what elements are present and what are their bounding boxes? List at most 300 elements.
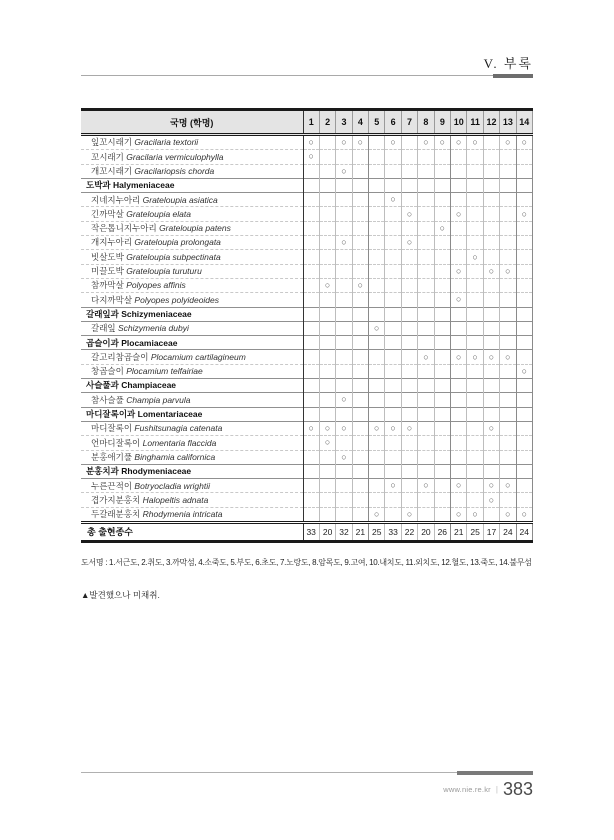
occurrence-cell [385, 221, 401, 235]
occurrence-cell [451, 150, 467, 164]
occurrence-cell [336, 278, 352, 292]
taxon-name-cell [81, 164, 303, 178]
occurrence-cell [418, 307, 434, 321]
occurrence-cell [418, 236, 434, 250]
occurrence-cell: ○ [451, 293, 467, 307]
occurrence-cell [352, 293, 368, 307]
taxon-name-cell [81, 293, 303, 307]
korean-name: 갈래잎과 [86, 308, 119, 319]
taxon-name-cell [81, 364, 303, 378]
occurrence-cell: ○ [434, 135, 450, 150]
occurrence-cell [369, 293, 385, 307]
occurrence-cell [434, 493, 450, 507]
occurrence-cell [483, 436, 499, 450]
occurrence-cell: ○ [483, 421, 499, 435]
occurrence-cell: ○ [336, 393, 352, 407]
occurrence-cell [319, 336, 335, 350]
occurrence-cell [467, 407, 483, 421]
occurrence-cell [483, 464, 499, 478]
occurrence-cell [369, 221, 385, 235]
occurrence-cell [467, 293, 483, 307]
occurrence-cell [418, 193, 434, 207]
taxon-name-cell [81, 407, 303, 421]
total-count-cell: 33 [385, 523, 401, 542]
occurrence-cell [336, 436, 352, 450]
occurrence-cell [516, 350, 532, 364]
occurrence-cell [369, 436, 385, 450]
occurrence-cell [500, 193, 516, 207]
occurrence-cell [500, 364, 516, 378]
occurrence-cell [336, 493, 352, 507]
occurrence-cell [483, 135, 499, 150]
occurrence-cell [418, 464, 434, 478]
occurrence-cell: ○ [369, 421, 385, 435]
occurrence-table-wrap [81, 108, 533, 543]
occurrence-cell [336, 264, 352, 278]
species-row [81, 364, 533, 378]
taxon-name-cell [81, 178, 303, 192]
occurrence-cell [467, 150, 483, 164]
occurrence-cell [352, 350, 368, 364]
occurrence-cell [319, 379, 335, 393]
scientific-name: Grateloupia prolongata [132, 237, 221, 248]
korean-name: 꼬시래기 [91, 151, 124, 162]
occurrence-cell: ○ [451, 507, 467, 522]
occurrence-cell [516, 336, 532, 350]
occurrence-cell [434, 379, 450, 393]
scientific-name: Polyopes affinis [123, 280, 186, 291]
site-column-header: 14 [516, 110, 532, 135]
occurrence-cell [319, 135, 335, 150]
occurrence-cell [467, 393, 483, 407]
occurrence-cell [336, 178, 352, 192]
occurrence-cell [516, 479, 532, 493]
occurrence-cell [434, 150, 450, 164]
taxon-name-cell [81, 507, 303, 522]
occurrence-cell: ○ [483, 350, 499, 364]
scientific-name: Grateloupia subpectinata [123, 251, 221, 262]
occurrence-cell [319, 450, 335, 464]
occurrence-cell [451, 178, 467, 192]
occurrence-cell [467, 207, 483, 221]
occurrence-cell: ○ [418, 350, 434, 364]
occurrence-cell [516, 321, 532, 335]
occurrence-cell [401, 436, 417, 450]
occurrence-cell [467, 379, 483, 393]
occurrence-cell: ○ [336, 421, 352, 435]
occurrence-cell [336, 407, 352, 421]
occurrence-cell [467, 464, 483, 478]
occurrence-cell: ○ [516, 364, 532, 378]
taxon-name-cell [81, 236, 303, 250]
occurrence-cell [401, 193, 417, 207]
scientific-name: Schizymenia dubyi [115, 323, 189, 334]
occurrence-cell [369, 307, 385, 321]
total-count-cell: 32 [336, 523, 352, 542]
occurrence-cell: ○ [369, 321, 385, 335]
scientific-name: Champiaceae [118, 380, 177, 391]
occurrence-cell: ○ [336, 164, 352, 178]
occurrence-cell [369, 493, 385, 507]
occurrence-cell [483, 364, 499, 378]
occurrence-cell [319, 321, 335, 335]
site-column-header: 12 [483, 110, 499, 135]
footer-divider-accent [457, 771, 533, 775]
occurrence-cell [418, 379, 434, 393]
occurrence-cell [319, 193, 335, 207]
occurrence-cell [500, 150, 516, 164]
occurrence-cell [303, 307, 319, 321]
taxon-name-cell [81, 350, 303, 364]
occurrence-cell [319, 507, 335, 522]
occurrence-cell [451, 278, 467, 292]
korean-name: 도박과 [86, 180, 111, 191]
occurrence-cell [369, 250, 385, 264]
total-row [81, 523, 533, 542]
occurrence-cell [418, 507, 434, 522]
occurrence-cell [369, 350, 385, 364]
occurrence-cell [352, 221, 368, 235]
occurrence-cell [352, 236, 368, 250]
occurrence-cell [418, 178, 434, 192]
occurrence-cell [434, 393, 450, 407]
occurrence-cell [401, 178, 417, 192]
occurrence-cell [336, 250, 352, 264]
taxon-name-cell [81, 464, 303, 478]
occurrence-cell [385, 493, 401, 507]
taxon-name-cell [81, 450, 303, 464]
occurrence-cell [385, 307, 401, 321]
occurrence-cell [516, 450, 532, 464]
occurrence-cell [336, 479, 352, 493]
korean-name: 작은톱니지누아리 [91, 223, 157, 234]
occurrence-cell [369, 150, 385, 164]
scientific-name: Rhodymenia intricata [140, 509, 223, 520]
korean-name: 분홍치과 [86, 466, 119, 477]
scientific-name: Plocamium telfairiae [123, 366, 203, 377]
species-row [81, 236, 533, 250]
occurrence-cell: ○ [401, 207, 417, 221]
korean-name: 겹가지분홍치 [91, 494, 141, 505]
occurrence-cell [319, 350, 335, 364]
occurrence-cell [483, 221, 499, 235]
scientific-name: Gracilaria textorii [132, 137, 199, 148]
occurrence-cell [401, 493, 417, 507]
occurrence-cell [434, 350, 450, 364]
occurrence-cell [451, 407, 467, 421]
occurrence-cell [385, 250, 401, 264]
occurrence-cell: ○ [516, 507, 532, 522]
occurrence-cell [319, 393, 335, 407]
occurrence-cell [303, 278, 319, 292]
occurrence-cell [516, 264, 532, 278]
occurrence-cell [319, 178, 335, 192]
occurrence-cell [500, 221, 516, 235]
occurrence-cell [352, 364, 368, 378]
site-column-header: 3 [336, 110, 352, 135]
occurrence-cell [516, 407, 532, 421]
species-row [81, 350, 533, 364]
occurrence-cell: ○ [336, 450, 352, 464]
site-column-header: 9 [434, 110, 450, 135]
taxon-name-cell [81, 436, 303, 450]
korean-name: 참사슬풀 [91, 394, 124, 405]
taxon-name-cell [81, 379, 303, 393]
occurrence-cell [467, 436, 483, 450]
occurrence-cell [319, 493, 335, 507]
species-row [81, 193, 533, 207]
occurrence-cell [303, 336, 319, 350]
occurrence-cell [336, 336, 352, 350]
occurrence-cell [483, 379, 499, 393]
family-row [81, 307, 533, 321]
occurrence-cell [451, 221, 467, 235]
occurrence-cell: ○ [336, 236, 352, 250]
occurrence-cell [369, 379, 385, 393]
scientific-name: Polyopes polyideoides [132, 294, 220, 305]
occurrence-cell [336, 379, 352, 393]
family-row [81, 407, 533, 421]
korean-name: 곱슬이과 [86, 337, 119, 348]
korean-name: 잎꼬시래기 [91, 137, 133, 148]
occurrence-cell [401, 464, 417, 478]
occurrence-cell: ○ [385, 193, 401, 207]
taxon-name-cell [81, 336, 303, 350]
occurrence-cell [369, 464, 385, 478]
occurrence-cell [303, 507, 319, 522]
occurrence-cell [385, 150, 401, 164]
occurrence-cell [500, 336, 516, 350]
occurrence-cell [467, 479, 483, 493]
occurrence-cell: ○ [500, 135, 516, 150]
occurrence-cell [303, 393, 319, 407]
korean-name: 갈래잎 [91, 323, 116, 334]
occurrence-cell [369, 336, 385, 350]
occurrence-cell [385, 407, 401, 421]
occurrence-cell [369, 393, 385, 407]
occurrence-cell [516, 436, 532, 450]
occurrence-cell [352, 407, 368, 421]
korean-name: 미끌도박 [91, 266, 124, 277]
occurrence-cell [516, 164, 532, 178]
korean-name: 마디잘록이과 [86, 409, 136, 420]
occurrence-cell [467, 178, 483, 192]
total-count-cell: 24 [500, 523, 516, 542]
taxon-name-cell [81, 479, 303, 493]
occurrence-cell [319, 164, 335, 178]
footer-divider [81, 772, 533, 773]
occurrence-cell [418, 493, 434, 507]
scientific-name: Rhodymeniaceae [118, 466, 192, 477]
occurrence-cell: ○ [336, 135, 352, 150]
occurrence-cell [303, 264, 319, 278]
occurrence-cell: ○ [303, 150, 319, 164]
occurrence-cell [467, 493, 483, 507]
occurrence-cell [336, 364, 352, 378]
occurrence-cell [516, 307, 532, 321]
occurrence-cell [385, 336, 401, 350]
occurrence-cell: ○ [385, 479, 401, 493]
name-column-header: 국명 (학명) [81, 110, 303, 135]
occurrence-cell [418, 164, 434, 178]
occurrence-cell [319, 150, 335, 164]
occurrence-cell: ○ [500, 507, 516, 522]
total-count-cell: 22 [401, 523, 417, 542]
occurrence-cell [319, 407, 335, 421]
occurrence-cell [401, 407, 417, 421]
occurrence-cell [516, 221, 532, 235]
korean-name: 분홍애기풀 [91, 451, 133, 462]
occurrence-cell [418, 293, 434, 307]
occurrence-cell [451, 393, 467, 407]
occurrence-cell: ○ [467, 250, 483, 264]
occurrence-cell [451, 436, 467, 450]
occurrence-cell: ○ [451, 264, 467, 278]
occurrence-cell [451, 307, 467, 321]
korean-name: 빗살도박 [91, 251, 124, 262]
scientific-name: Champia parvula [123, 394, 191, 405]
species-row [81, 207, 533, 221]
occurrence-cell [319, 264, 335, 278]
occurrence-cell [385, 379, 401, 393]
occurrence-cell [303, 321, 319, 335]
occurrence-cell [483, 336, 499, 350]
occurrence-cell [500, 307, 516, 321]
occurrence-cell: ○ [451, 207, 467, 221]
occurrence-cell [385, 364, 401, 378]
occurrence-cell: ○ [369, 507, 385, 522]
occurrence-cell [336, 307, 352, 321]
occurrence-cell: ○ [451, 350, 467, 364]
occurrence-cell [352, 150, 368, 164]
occurrence-cell [369, 236, 385, 250]
scientific-name: Plocamiaceae [118, 337, 178, 348]
occurrence-cell [303, 193, 319, 207]
scientific-name: Plocamium cartilagineum [148, 351, 246, 362]
occurrence-cell [483, 450, 499, 464]
occurrence-cell [451, 364, 467, 378]
occurrence-cell [352, 264, 368, 278]
occurrence-cell: ○ [483, 479, 499, 493]
korean-name: 긴까막살 [91, 208, 124, 219]
occurrence-cell [500, 178, 516, 192]
occurrence-cell [516, 150, 532, 164]
occurrence-cell: ○ [319, 278, 335, 292]
korean-name: 창곱슬이 [91, 366, 124, 377]
occurrence-cell [385, 264, 401, 278]
occurrence-cell [451, 336, 467, 350]
taxon-name-cell [81, 264, 303, 278]
species-row [81, 479, 533, 493]
occurrence-cell [483, 507, 499, 522]
occurrence-cell [434, 450, 450, 464]
occurrence-cell: ○ [451, 479, 467, 493]
species-row [81, 393, 533, 407]
occurrence-cell [434, 336, 450, 350]
scientific-name: Gracilaria vermiculophylla [123, 151, 224, 162]
korean-name: 다지까막살 [91, 294, 133, 305]
family-row [81, 379, 533, 393]
occurrence-cell [418, 407, 434, 421]
occurrence-cell [418, 393, 434, 407]
occurrence-cell: ○ [319, 436, 335, 450]
occurrence-cell [418, 421, 434, 435]
occurrence-cell: ○ [418, 135, 434, 150]
occurrence-cell [451, 250, 467, 264]
header-divider-accent [493, 74, 533, 78]
occurrence-cell [451, 321, 467, 335]
occurrence-cell [401, 278, 417, 292]
occurrence-cell [516, 193, 532, 207]
occurrence-cell [483, 178, 499, 192]
occurrence-cell [467, 236, 483, 250]
occurrence-cell [467, 264, 483, 278]
occurrence-cell [418, 321, 434, 335]
occurrence-cell: ○ [500, 350, 516, 364]
occurrence-cell [352, 321, 368, 335]
occurrence-cell [336, 207, 352, 221]
occurrence-cell [451, 464, 467, 478]
site-column-header: 6 [385, 110, 401, 135]
total-count-cell: 25 [467, 523, 483, 542]
occurrence-cell [319, 236, 335, 250]
occurrence-cell: ○ [467, 135, 483, 150]
occurrence-cell [319, 364, 335, 378]
occurrence-cell: ○ [516, 207, 532, 221]
taxon-name-cell [81, 207, 303, 221]
occurrence-cell [352, 207, 368, 221]
taxon-name-cell [81, 135, 303, 150]
occurrence-cell [385, 207, 401, 221]
occurrence-cell [303, 364, 319, 378]
occurrence-cell [434, 164, 450, 178]
occurrence-cell [352, 493, 368, 507]
occurrence-cell [303, 479, 319, 493]
species-row [81, 421, 533, 435]
occurrence-cell [516, 421, 532, 435]
korean-name: 마디잘록이 [91, 423, 133, 434]
occurrence-cell [401, 250, 417, 264]
family-row [81, 336, 533, 350]
occurrence-cell [483, 164, 499, 178]
occurrence-cell [516, 278, 532, 292]
occurrence-cell [303, 221, 319, 235]
occurrence-cell [418, 207, 434, 221]
occurrence-cell [319, 293, 335, 307]
occurrence-cell [434, 264, 450, 278]
scientific-name: Grateloupia turuturu [123, 266, 202, 277]
occurrence-cell: ○ [483, 493, 499, 507]
occurrence-cell [352, 193, 368, 207]
occurrence-cell [434, 207, 450, 221]
species-row [81, 293, 533, 307]
scientific-name: Gracilariopsis chorda [132, 165, 215, 176]
occurrence-cell [467, 421, 483, 435]
taxon-name-cell [81, 493, 303, 507]
occurrence-cell [500, 250, 516, 264]
page-title: V. 부록 [483, 56, 533, 71]
occurrence-cell [483, 307, 499, 321]
site-column-header: 2 [319, 110, 335, 135]
occurrence-cell [401, 293, 417, 307]
korean-name: 언마디잘록이 [91, 437, 141, 448]
occurrence-cell [319, 207, 335, 221]
occurrence-cell [500, 436, 516, 450]
total-count-cell: 17 [483, 523, 499, 542]
occurrence-cell [451, 421, 467, 435]
occurrence-cell [401, 150, 417, 164]
occurrence-cell [352, 393, 368, 407]
